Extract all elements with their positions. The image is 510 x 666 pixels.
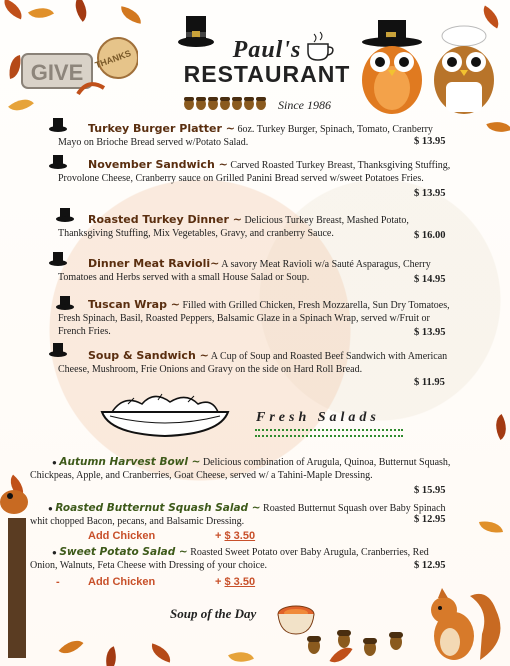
salad-item-price: $ 12.95 (414, 514, 446, 525)
leaf-decoration (228, 646, 254, 666)
menu-item-name: Dinner Meat Ravioli~ (88, 257, 220, 270)
coffee-cup-icon (304, 30, 338, 62)
menu-item-price: $ 16.00 (414, 230, 446, 241)
menu-item (58, 158, 458, 185)
soup-of-the-day-title: Soup of the Day (170, 606, 257, 621)
menu-item-name: November Sandwich ~ (88, 158, 228, 171)
since-year: Since 1986 (278, 98, 331, 112)
add-chicken-label: Add Chicken (88, 576, 156, 588)
menu-item-name: Roasted Turkey Dinner ~ (88, 213, 242, 226)
leaf-decoration (69, 0, 94, 22)
salad-item-price: $ 12.95 (414, 560, 446, 571)
salad-bowl-icon (98, 390, 232, 440)
leaf-decoration (28, 1, 54, 24)
leaf-decoration (119, 6, 143, 24)
salad-item-description: Roasted Sweet Potato over Baby Arugula, Cranberries, Red Onion, Walnuts, Feta Cheese with Dressing of your choice. (30, 547, 429, 571)
leaf-decoration (479, 518, 503, 536)
add-chicken-price-value: $ 3.50 (224, 576, 256, 588)
add-chicken-price (215, 530, 255, 542)
leaf-decoration (486, 117, 510, 138)
salads-section-title: Fresh Salads (256, 410, 380, 425)
menu-item (58, 257, 458, 284)
leaf-decoration (489, 414, 510, 440)
acorn-cluster-icon (300, 622, 420, 662)
restaurant-name: Paul's (232, 37, 302, 63)
squirrel-icon (420, 580, 506, 664)
salad-item-name: Sweet Potato Salad ~ (59, 546, 188, 558)
add-chicken-price (215, 576, 255, 588)
section-divider (255, 429, 403, 437)
menu-item-description: A Cup of Soup and Roasted Beef Sandwich with American Cheese, Mushroom, Frie Onions and Gravy on the side on Hard Roll Bread. (58, 351, 448, 375)
menu-item-name: Tuscan Wrap ~ (88, 298, 180, 311)
give-thanks-badge (18, 28, 138, 98)
badge-word-thanks: THANKS (93, 48, 133, 71)
menu-item-description: 6oz. Turkey Burger, Spinach, Tomato, Cranberry Mayo on Brioche Bread served w/Potato Salad. (58, 124, 433, 148)
menu-item-price: $ 11.95 (414, 377, 445, 388)
leaf-decoration (59, 634, 84, 660)
plus-sign: + (215, 576, 222, 588)
salad-item (30, 546, 455, 572)
pilgrim-owl-icon (358, 18, 428, 118)
menu-item (58, 213, 458, 240)
menu-item-price: $ 13.95 (414, 188, 446, 199)
menu-item-price: $ 13.95 (414, 327, 446, 338)
bullet-icon: ● (52, 548, 57, 557)
menu-item-name: Turkey Burger Platter ~ (88, 122, 235, 135)
tree-and-squirrel-icon (0, 488, 40, 658)
leaf-decoration (101, 646, 122, 666)
salad-item (30, 502, 455, 528)
menu-item-price: $ 14.95 (414, 274, 446, 285)
add-chicken-price-value: $ 3.50 (224, 530, 256, 542)
acorn-row-icon (182, 96, 274, 110)
menu-item (58, 349, 458, 376)
bullet-icon: ● (48, 504, 53, 513)
menu-item-description: Filled with Grilled Chicken, Fresh Mozzarella, Sun Dry Tomatoes, Fresh Spinach, Basil, Roasted Peppers, Balsamic Glaze in a Spinach Wrap, served w/Fruit or French Fries. (58, 300, 450, 337)
dash-mark: - (56, 576, 60, 588)
bullet-icon: ● (52, 458, 57, 467)
menu-item-price: $ 13.95 (414, 136, 446, 147)
plus-sign: + (215, 530, 222, 542)
menu-item-description: Delicious Turkey Breast, Mashed Potato, Thanksgiving Stuffing, Mix Vegetables, Gravy, and cranberry Sauce. (58, 215, 409, 239)
add-chicken-label: Add Chicken (88, 530, 156, 542)
salad-item-description: Roasted Butternut Squash over Baby Spinach whit chopped Bacon, pecans, and Balsamic Dressing. (30, 503, 446, 527)
salad-item-name: Roasted Butternut Squash Salad ~ (55, 502, 261, 514)
salad-item-description: Delicious combination of Arugula, Quinoa, Butternut Squash, Chickpeas, Apple, and Cranberries, Goat Cheese, served w/ a Tahini-Maple Dressing. (30, 457, 451, 481)
menu-item-name: Soup & Sandwich ~ (88, 349, 209, 362)
salad-item-name: Autumn Harvest Bowl ~ (59, 456, 201, 468)
salad-item-price: $ 15.95 (414, 485, 446, 496)
cook-owl-icon (430, 22, 500, 118)
menu-item-description: Carved Roasted Turkey Breast, Thanksgiving Stuffing, Provolone Cheese, Cranberry sauce on Grilled Panini Bread served w/sweet Potatoes Fries. (58, 160, 451, 184)
menu-item-description: A savory Meat Ravioli w/a Sauté Asparagus, Cherry Tomatoes and Herbs served with a small House Salad or Soup. (58, 259, 431, 283)
badge-word-give: GIVE (30, 60, 84, 85)
salad-item (30, 456, 455, 482)
menu-item (58, 298, 458, 338)
restaurant-subtitle: RESTAURANT (183, 61, 351, 87)
leaf-decoration (149, 643, 174, 662)
menu-item (58, 122, 458, 149)
leaf-decoration (0, 0, 25, 19)
